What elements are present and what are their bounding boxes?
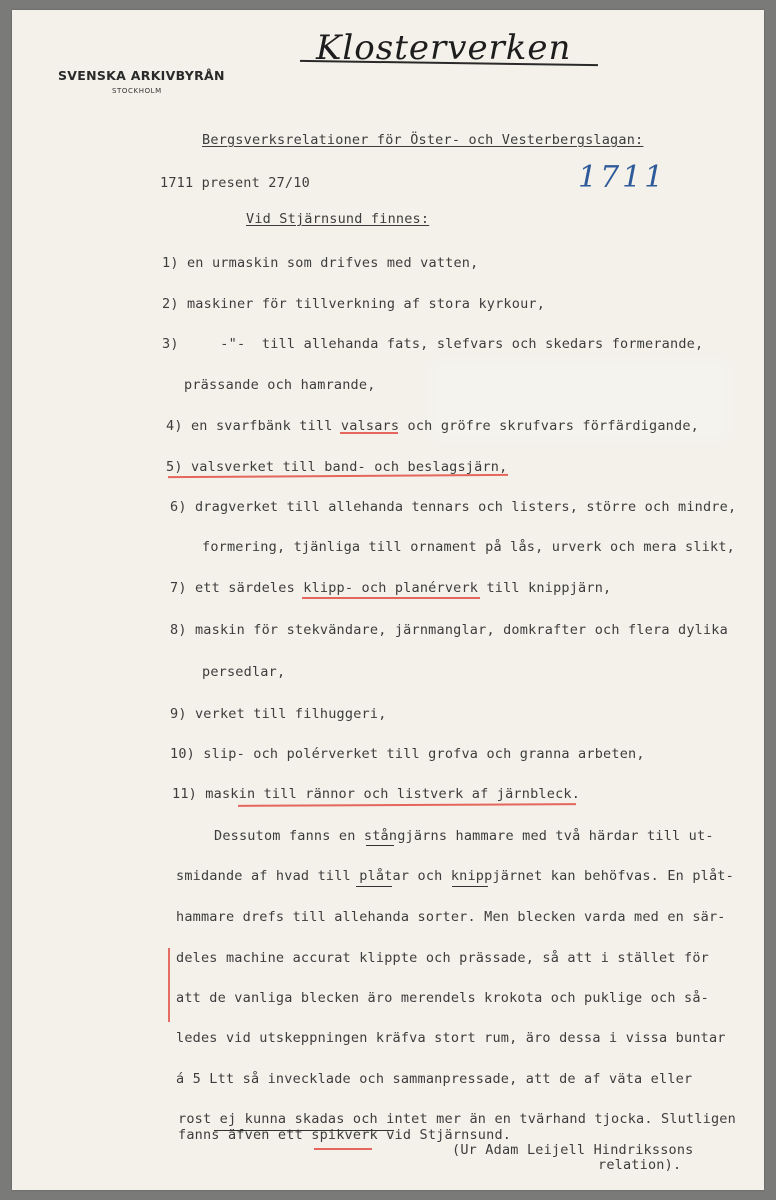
text-line: prässande och hamrande, (184, 377, 376, 393)
ink-underline-stang (366, 845, 394, 846)
ink-underline-knipp (452, 886, 488, 887)
text-line: á 5 Ltt så invecklade och sammanpressade, att de af väta eller (176, 1071, 693, 1087)
text-line: rost ej kunna skadas och intet mer än en tvärhand tjocka. Slutligen (178, 1111, 736, 1127)
document-heading: Bergsverksrelationer för Öster- och Vesterbergslagan: (202, 132, 644, 148)
handwritten-title: Klosterverken (316, 28, 572, 68)
text-line: 11) maskin till rännor och listverk af järnbleck. (172, 786, 581, 802)
handwritten-year: 1711 (578, 160, 667, 195)
date-line: 1711 present 27/10 (160, 175, 310, 191)
red-underline-valsars (340, 432, 398, 434)
text-line: smidande af hvad till plåtar och knippjärnet kan behöfvas. En plåt- (176, 868, 734, 884)
text-line: 4) en svarfbänk till valsars och gröfre skrufvars förfärdigande, (166, 418, 699, 434)
text-line: deles machine accurat klippte och prässade, så att i stället för (176, 950, 709, 966)
text-line: 8) maskin för stekvändare, järnmanglar, domkrafter och flera dylika (170, 622, 728, 638)
subheading: Vid Stjärnsund finnes: (246, 211, 430, 227)
text-line: 7) ett särdeles klipp- och planérverk till knippjärn, (170, 580, 612, 596)
text-line: 2) maskiner för tillverkning af stora kyrkour, (162, 296, 546, 312)
text-line: att de vanliga blecken äro merendels krokota och puklige och så- (176, 990, 709, 1006)
source-citation-end: relation). (598, 1157, 682, 1173)
ink-strike-line (214, 1130, 394, 1131)
archive-letterhead: SVENSKA ARKIVBYRÅN (58, 68, 225, 83)
red-underline-klipp (302, 597, 480, 599)
text-line: 1) en urmaskin som drifves med vatten, (162, 255, 479, 271)
red-underline-spikverk (314, 1148, 372, 1150)
source-citation: (Ur Adam Leijell Hindrikssons (452, 1142, 694, 1158)
text-line: 3) -"- till allehanda fats, slefvars och skedars formerande, (162, 336, 704, 352)
archive-city: STOCKHOLM (112, 87, 162, 95)
text-line: 5) valsverket till band- och beslagsjärn, (166, 459, 508, 475)
text-line: fanns äfven ett spikverk vid Stjärnsund. (178, 1127, 512, 1143)
text-line: 9) verket till filhuggeri, (170, 706, 387, 722)
text-line: persedlar, (202, 664, 286, 680)
ink-underline-platar (356, 886, 392, 887)
text-line: ledes vid utskeppningen kräfva stort rum, äro dessa i vissa buntar (176, 1030, 726, 1046)
text-line: formering, tjänliga till ornament på lås, urverk och mera slikt, (202, 539, 735, 555)
text-line: 10) slip- och polérverket till grofva och granna arbeten, (170, 746, 645, 762)
text-line: hammare drefs till allehanda sorter. Men blecken varda med en sär- (176, 909, 726, 925)
text-line: 6) dragverket till allehanda tennars och listers, större och mindre, (170, 499, 737, 515)
text-line: Dessutom fanns en stångjärns hammare med två härdar till ut- (214, 828, 714, 844)
red-margin-mark (168, 948, 170, 1022)
